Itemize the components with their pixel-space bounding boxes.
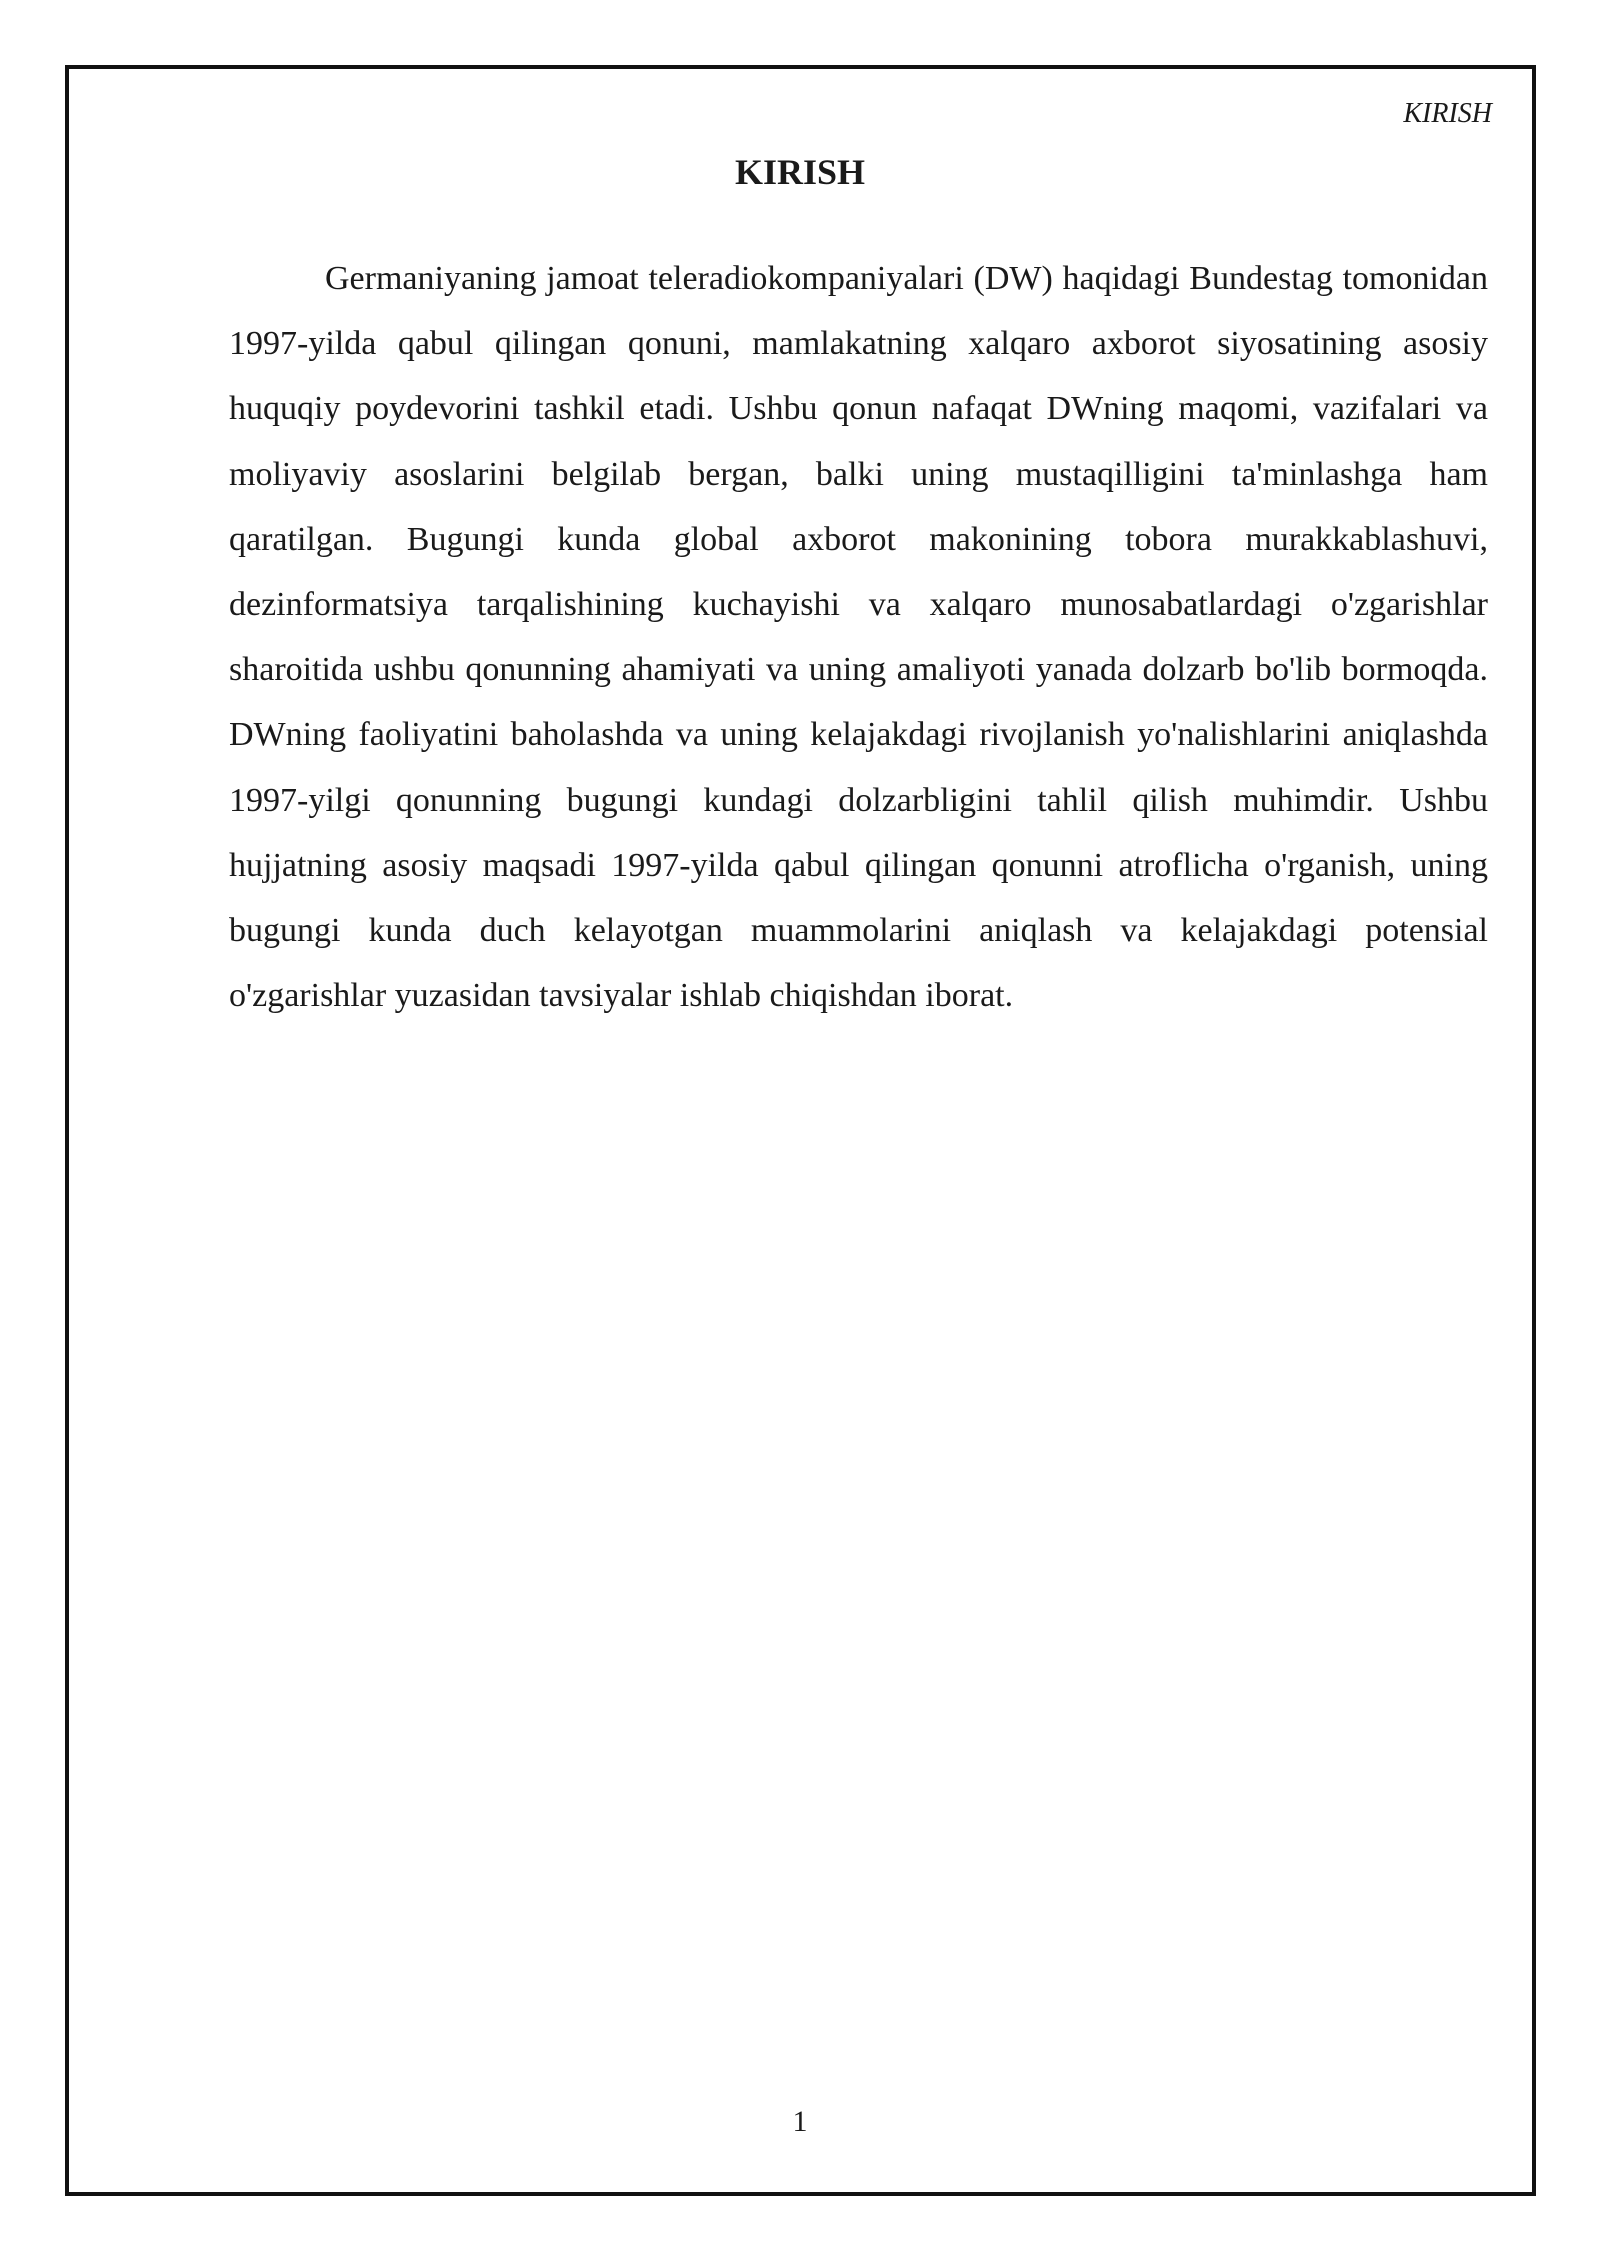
page-title: KIRISH <box>734 152 866 192</box>
body-paragraph: Germaniyaning jamoat teleradiokompaniyalari (DW) haqidagi Bundestag tomonidan 1997-yilda qabul qilingan qonuni, mamlakatning xalqaro axborot siyosatining asosiy huquqiy poydevorini tashkil etadi. Ushbu qonun nafaqat DWning maqomi, vazifalari va moliyaviy asoslarini belgilab bergan, balki uning mustaqilligini ta'minlashga ham qaratilgan. Bugungi kunda global axborot makonining tobora murakkablashuvi, dezinformatsiya tarqalishining kuchayishi va xalqaro munosabatlardagi o'zgarishlar sharoitida ushbu qonunning ahamiyati va uning amaliyoti yanada dolzarb bo'lib bormoqda. DWning faoliyatini baholashda va uning kelajakdagi rivojlanish yo'nalishlarini aniqlashda 1997-yilgi qonunning bugungi kundagi dolzarbligini tahlil qilish muhimdir. Ushbu hujjatning asosiy maqsadi 1997-yilda qabul qilingan qonunni atroflicha o'rganish, uning bugungi kunda duch kelayotgan muammolarini aniqlash va kelajakdagi potensial o'zgarishlar yuzasidan tavsiyalar ishlab chiqishdan iborat. <box>229 260 1488 1015</box>
page-number: 1 <box>792 2105 808 2138</box>
running-header: KIRISH <box>1403 98 1492 129</box>
